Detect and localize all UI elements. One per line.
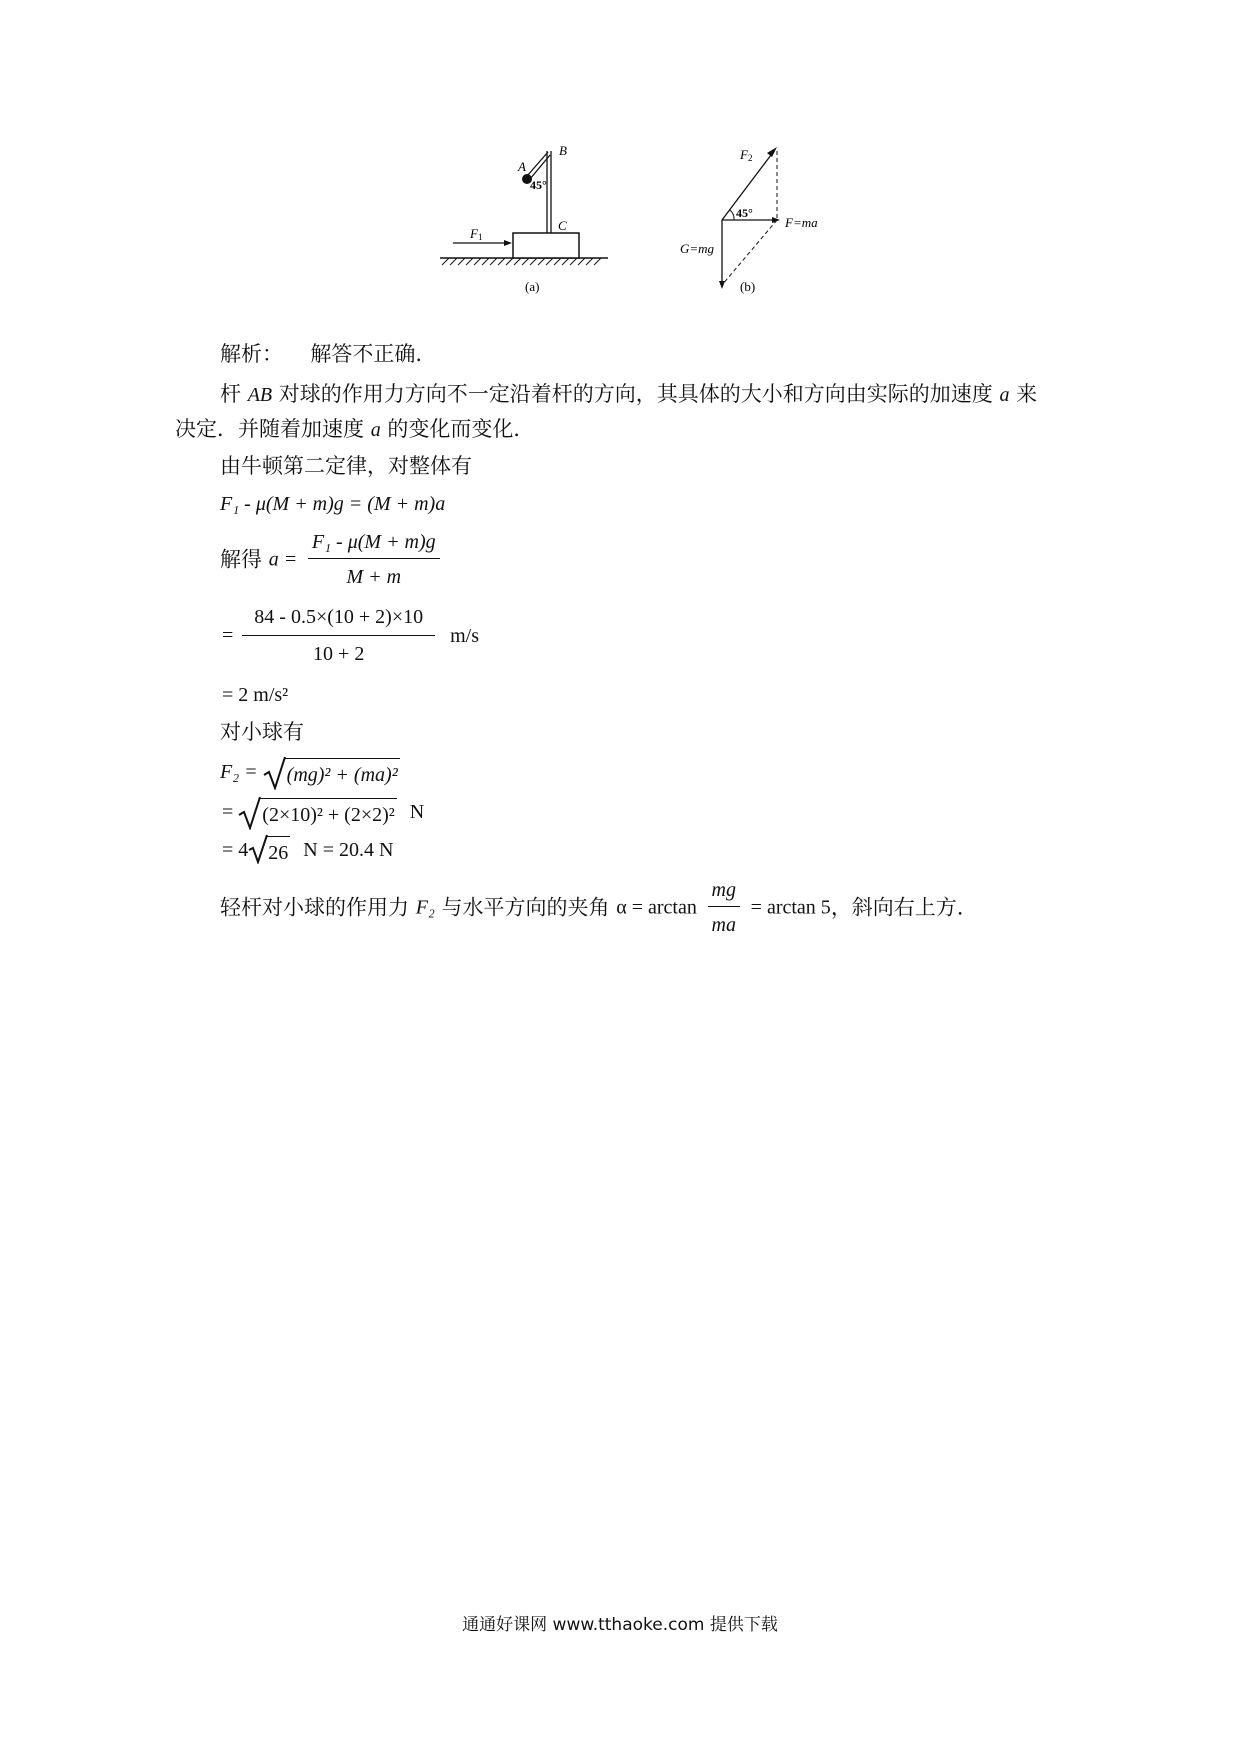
para1-line2-post: 的变化而变化．	[380, 417, 535, 441]
eq2-numerator: F₁ - μ(M + m)g	[308, 528, 440, 559]
eq7-radicand: 26	[266, 836, 290, 867]
final-f2: F₂	[415, 896, 435, 919]
g-mg-label: G=mg	[680, 241, 715, 256]
eq7-sqrt	[248, 836, 290, 867]
eq2-fraction	[308, 528, 440, 591]
equation-6: = (2×10)² + (2×2)² N	[222, 798, 424, 829]
angle-label-b: 45°	[736, 206, 753, 220]
eq3-fraction	[242, 603, 435, 668]
analysis-line	[220, 340, 422, 368]
eq2-denominator: M + m	[346, 566, 402, 588]
equation-5	[220, 758, 400, 789]
analysis-label: 解析：	[220, 342, 283, 366]
eq6-unit: N	[409, 801, 425, 824]
paragraph-1-line-2	[175, 415, 534, 444]
eq6-radicand: (2×10)² + (2×2)²	[260, 798, 396, 829]
eq7-coef: = 4	[222, 839, 249, 862]
caption-a: (a)	[525, 279, 540, 294]
angle-label-a: 45°	[530, 178, 547, 192]
caption-b: (b)	[740, 279, 756, 294]
force-f2-label: F2	[740, 147, 753, 163]
figure-b	[680, 147, 818, 294]
analysis-value: 解答不正确.	[310, 342, 423, 366]
para1-text: 杆	[220, 382, 248, 406]
figure-a	[440, 145, 608, 294]
para1-text-post: 来	[1009, 382, 1038, 406]
eq7-rest: N = 20.4 N	[303, 839, 394, 862]
force-diagrams	[430, 145, 880, 330]
accel-a: a	[999, 384, 1010, 406]
final-numerator: mg	[708, 876, 740, 907]
equation-3: = $\frac{84 - 0.5\times(10 + 2)\times 10}{10 + 2}$ m/s	[222, 603, 479, 668]
final-post: ，斜向右上方.	[830, 895, 964, 920]
for-ball-line	[220, 718, 304, 746]
para1-text-mid: 对球的作用力方向不一定沿着杆的方向，其具体的大小和方向由实际的加速度	[272, 382, 1000, 406]
final-line	[220, 876, 964, 939]
final-mid: 与水平方向的夹角	[441, 895, 610, 920]
solve-text: 解得	[220, 547, 262, 572]
label-c: C	[558, 218, 567, 233]
eq3-unit: m/s	[450, 624, 480, 647]
eq5-sqrt	[263, 758, 400, 789]
final-denominator: ma	[711, 914, 736, 936]
para1-line2-pre: 决定．并随着加速度	[175, 417, 371, 441]
newton-text: 由牛顿第二定律，对整体有	[220, 454, 472, 478]
f-ma-label: F=ma	[785, 215, 818, 230]
equation-4: = 2 m/s²	[222, 684, 289, 706]
final-alpha: α = arctan	[616, 896, 697, 919]
final-fraction	[708, 876, 740, 939]
paragraph-1-line-1	[220, 380, 1037, 409]
block	[513, 233, 579, 258]
eq5-radicand: (mg)² + (ma)²	[285, 758, 400, 789]
equation-2	[220, 528, 444, 591]
label-b: B	[559, 145, 567, 158]
final-pre: 轻杆对小球的作用力	[220, 895, 409, 920]
eq6-sqrt	[238, 798, 396, 829]
for-ball-text: 对小球有	[220, 720, 304, 744]
page-footer: 通通好课网 www.tthaoke.com 提供下载	[462, 1615, 778, 1635]
eq2-lhs: a =	[268, 548, 298, 571]
accel-a-2: a	[370, 419, 381, 441]
label-a: A	[518, 159, 526, 174]
eq3-denominator: 10 + 2	[313, 643, 365, 665]
eq5-lhs: F₂ =	[220, 761, 258, 784]
eq3-numerator: 84 - 0.5×(10 + 2)×10	[242, 603, 435, 636]
equation-7	[222, 836, 393, 867]
final-eq: = arctan 5	[750, 896, 831, 919]
rod-ab: AB	[247, 384, 273, 406]
equation-1: F₁ - μ(M + m)g = (M + m)a	[220, 493, 446, 515]
force-f1-label: F1	[470, 226, 483, 242]
newton-line	[220, 452, 472, 480]
